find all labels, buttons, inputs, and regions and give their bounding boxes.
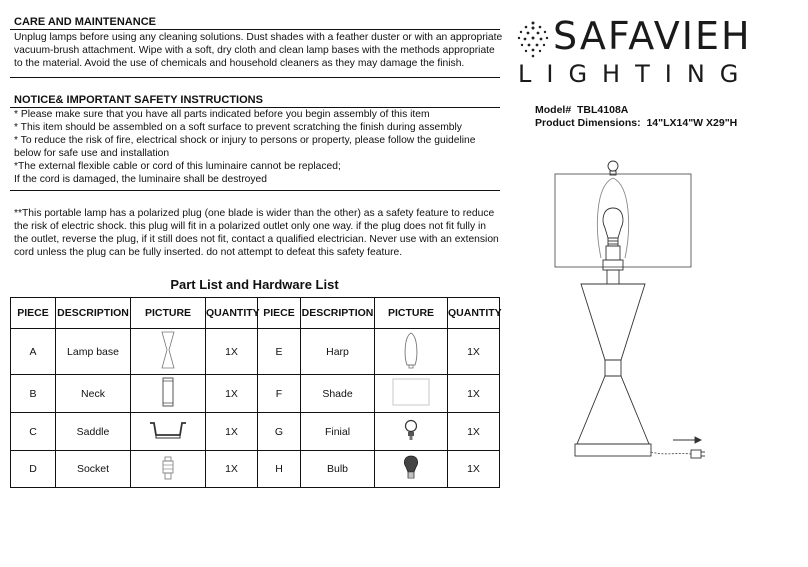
model-label: Model# — [535, 104, 572, 116]
piece-cell: E — [258, 329, 301, 375]
text-line: Unplug lamps before using any cleaning solutions. Dust shades with a feather duster or with an appropriate — [14, 32, 503, 43]
table-header-row — [11, 298, 500, 329]
care-text — [14, 31, 504, 70]
table-row — [11, 329, 500, 375]
picture-cell — [375, 413, 448, 451]
picture-cell — [375, 375, 448, 413]
quantity-cell: 1X — [448, 413, 500, 451]
description-cell: Lamp base — [56, 329, 131, 375]
divider — [10, 77, 500, 78]
piece-cell: B — [11, 375, 56, 413]
care-heading: CARE AND MAINTENANCE — [14, 16, 156, 28]
picture-cell — [131, 451, 206, 488]
picture-cell — [375, 451, 448, 488]
brand-name: SAFAVIEH — [553, 14, 752, 58]
picture-cell — [131, 375, 206, 413]
quantity-cell: 1X — [206, 375, 258, 413]
brand-sub: LIGHTING — [518, 60, 754, 88]
dimensions-line — [535, 117, 737, 129]
divider — [10, 190, 500, 191]
table-row — [11, 413, 500, 451]
description-cell: Bulb — [301, 451, 375, 488]
table-row — [11, 375, 500, 413]
text-line: the risk of electric shock. this plug will fit in a polarized outlet only one way. if the plug does not fit fully in — [14, 221, 486, 232]
piece-cell: D — [11, 451, 56, 488]
quantity-cell: 1X — [448, 375, 500, 413]
text-line: the outlet, reverse the plug, if it still does not fit, contact a qualified electrician. Never use with an extension — [14, 234, 499, 245]
column-header: PIECE — [258, 298, 301, 329]
text-line: to the material. Avoid the use of chemicals and household cleaners as they may damage the finish. — [14, 58, 465, 69]
column-header: PICTURE — [131, 298, 206, 329]
column-header: PICTURE — [375, 298, 448, 329]
model-number: TBL4108A — [577, 104, 629, 116]
description-cell: Shade — [301, 375, 375, 413]
harp-icon — [400, 331, 422, 369]
text-line: *The external flexible cable or cord of this luminaire cannot be replaced; — [14, 161, 341, 172]
picture-cell — [131, 413, 206, 451]
quantity-cell: 1X — [206, 413, 258, 451]
dimensions-value: 14"LX14"W X29"H — [646, 117, 738, 129]
text-line: cord unless the plug can be fully inserted. do not attempt to defeat this safety feature. — [14, 247, 403, 258]
text-line: * To reduce the risk of fire, electrical shock or injury to persons or property, please follow the guideline — [14, 135, 476, 146]
socket-icon — [160, 455, 176, 481]
text-line: vacuum-brush attachment. Wipe with a soft, dry cloth and clean lamp bases with the methods appropriate — [14, 45, 495, 56]
notice-text — [14, 108, 504, 186]
description-cell: Socket — [56, 451, 131, 488]
model-line — [535, 104, 628, 116]
piece-cell: F — [258, 375, 301, 413]
saddle-icon — [147, 419, 189, 441]
description-cell: Neck — [56, 375, 131, 413]
bulb-icon — [401, 454, 421, 482]
piece-cell: A — [11, 329, 56, 375]
description-cell: Saddle — [56, 413, 131, 451]
column-header: QUANTITY — [448, 298, 500, 329]
column-header: DESCRIPTION — [56, 298, 131, 329]
text-line: * This item should be assembled on a soft surface to prevent scratching the finish during assembly — [14, 122, 462, 133]
description-cell: Harp — [301, 329, 375, 375]
table-row — [11, 451, 500, 488]
picture-cell — [375, 329, 448, 375]
dimensions-label: Product Dimensions: — [535, 117, 641, 129]
text-line: If the cord is damaged, the luminaire shall be destroyed — [14, 174, 267, 185]
quantity-cell: 1X — [448, 329, 500, 375]
picture-cell — [131, 329, 206, 375]
text-line: below for safe use and installation — [14, 148, 170, 159]
lamp-diagram-icon — [545, 160, 725, 465]
column-header: PIECE — [11, 298, 56, 329]
divider — [10, 29, 500, 30]
quantity-cell: 1X — [206, 329, 258, 375]
notice-heading: NOTICE& IMPORTANT SAFETY INSTRUCTIONS — [14, 94, 263, 106]
text-line: * Please make sure that you have all parts indicated before you begin assembly of this item — [14, 109, 430, 120]
description-cell: Finial — [301, 413, 375, 451]
polarized-text — [14, 207, 506, 259]
brand-logo-icon — [516, 20, 550, 58]
parts-title: Part List and Hardware List — [170, 277, 339, 292]
column-header: QUANTITY — [206, 298, 258, 329]
parts-table — [10, 297, 500, 488]
shade-icon — [391, 377, 431, 407]
quantity-cell: 1X — [448, 451, 500, 488]
lamp-base-icon — [158, 330, 178, 370]
column-header: DESCRIPTION — [301, 298, 375, 329]
neck-icon — [160, 376, 176, 408]
piece-cell: C — [11, 413, 56, 451]
text-line: **This portable lamp has a polarized plug (one blade is wider than the other) as a safety feature to reduce — [14, 208, 495, 219]
finial-icon — [403, 419, 419, 441]
quantity-cell: 1X — [206, 451, 258, 488]
piece-cell: H — [258, 451, 301, 488]
piece-cell: G — [258, 413, 301, 451]
